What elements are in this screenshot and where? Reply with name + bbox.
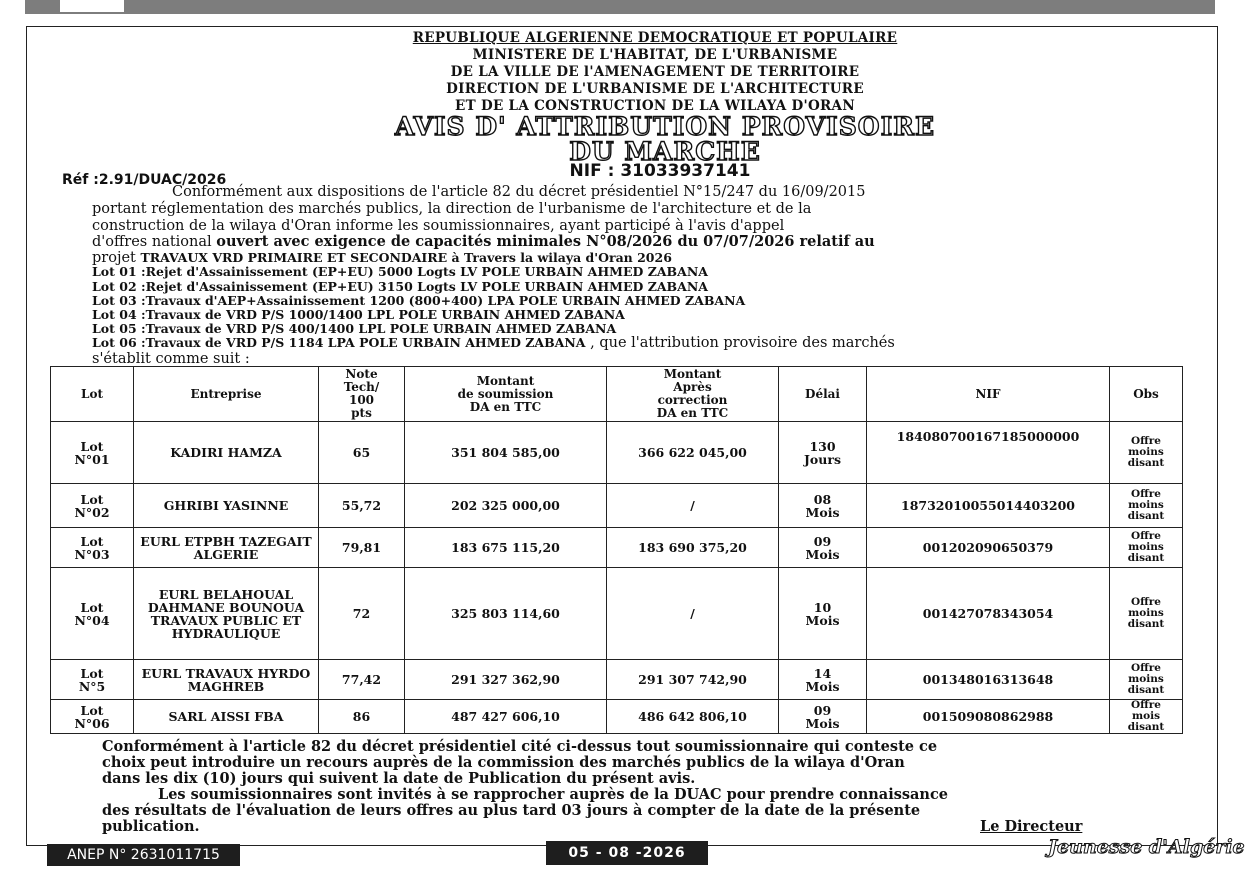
table-row xyxy=(51,528,1183,568)
table-header-row xyxy=(51,367,1183,422)
cell-nif: 187320100550144032​00 xyxy=(867,484,1110,528)
footer-line-2: choix peut introduire un recours auprès de la commission des marchés publics de la wilaya d'Oran xyxy=(102,754,905,771)
attribution-table xyxy=(50,366,1183,734)
header-direction: DIRECTION DE L'URBANISME DE L'ARCHITECTURE xyxy=(446,81,864,97)
cell-lot: Lot N°06 xyxy=(51,700,134,734)
cell-delai: 130 Jours xyxy=(779,422,867,484)
cell-apres: 183 690 375,20 xyxy=(607,528,779,568)
cell-montant: 325 803 114,60 xyxy=(405,568,607,660)
cell-nif: 001427078343054 xyxy=(867,568,1110,660)
cell-delai: 08 Mois xyxy=(779,484,867,528)
scan-top-gap xyxy=(60,0,124,12)
table-row xyxy=(51,700,1183,734)
intro-line-4a: d'offres national xyxy=(92,234,217,250)
cell-obs: Offre moins disant xyxy=(1110,528,1183,568)
cell-montant: 351 804 585,00 xyxy=(405,422,607,484)
anep-badge: ANEP N° 2631011715 xyxy=(47,844,240,866)
cell-entreprise: KADIRI HAMZA xyxy=(134,422,319,484)
lot-description: Lot 03 :Travaux d'AEP+Assainissement 1200 (800+400) LPA POLE URBAIN AHMED ZABANA xyxy=(92,293,746,308)
cell-lot: Lot N°01 xyxy=(51,422,134,484)
lot-description: Lot 02 :Rejet d'Assainissement (EP+EU) 3150 Logts LV POLE URBAIN AHMED ZABANA xyxy=(92,279,708,294)
cell-obs: Offre moins disant xyxy=(1110,484,1183,528)
col-delai: Délai xyxy=(779,367,867,422)
scan-top-band xyxy=(25,0,1215,14)
lot-6-text: Lot 06 :Travaux de VRD P/S 1184 LPA POLE URBAIN AHMED ZABANA xyxy=(92,335,586,350)
notice-title: AVIS D' ATTRIBUTION PROVISOIRE xyxy=(394,112,936,141)
intro-line-2: portant réglementation des marchés publics, la direction de l'urbanisme de l'architecture et de la xyxy=(92,201,812,217)
col-note: Note Tech/ 100 pts xyxy=(319,367,405,422)
cell-nif: 184080700167185000000 xyxy=(867,422,1110,484)
table-row xyxy=(51,568,1183,660)
cell-nif: 001509080862988 xyxy=(867,700,1110,734)
cell-apres: / xyxy=(607,568,779,660)
intro-line-1: Conformément aux dispositions de l'article 82 du décret présidentiel N°15/247 du 16/09/2015 xyxy=(172,184,866,200)
cell-lot: Lot N°5 xyxy=(51,660,134,700)
cell-lot: Lot N°04 xyxy=(51,568,134,660)
col-nif: NIF xyxy=(867,367,1110,422)
cell-delai: 09 Mois xyxy=(779,700,867,734)
cell-note: 86 xyxy=(319,700,405,734)
cell-nif: 001202090650379 xyxy=(867,528,1110,568)
col-obs: Obs xyxy=(1110,367,1183,422)
cell-delai: 09 Mois xyxy=(779,528,867,568)
intro-line-5a: projet xyxy=(92,250,141,266)
cell-nif: 001348016313648 xyxy=(867,660,1110,700)
header-direction-2: ET DE LA CONSTRUCTION DE LA WILAYA D'ORAN xyxy=(455,98,855,114)
col-montant-apres: Montant Après correction DA en TTC xyxy=(607,367,779,422)
cell-entreprise: EURL TRAVAUX HYRDO MAGHREB xyxy=(134,660,319,700)
col-montant: Montant de soumission DA en TTC xyxy=(405,367,607,422)
cell-delai: 14 Mois xyxy=(779,660,867,700)
publication-date: 05 - 08 -2026 xyxy=(546,841,708,865)
footer-line-6: publication. xyxy=(102,818,200,835)
reference-number: Réf :2.91/DUAC/2026 xyxy=(62,172,227,188)
cell-obs: Offre moins disant xyxy=(1110,422,1183,484)
intro-line-4 xyxy=(92,234,1172,250)
signature-director: Le Directeur xyxy=(980,818,1083,835)
cell-entreprise: EURL ETPBH TAZEGAIT ALGERIE xyxy=(134,528,319,568)
cell-montant: 487 427 606,10 xyxy=(405,700,607,734)
cell-entreprise: SARL AISSI FBA xyxy=(134,700,319,734)
cell-note: 72 xyxy=(319,568,405,660)
cell-obs: Offre mois disant xyxy=(1110,700,1183,734)
cell-lot: Lot N°02 xyxy=(51,484,134,528)
cell-entreprise: GHRIBI YASINNE xyxy=(134,484,319,528)
footer-line-1: Conformément à l'article 82 du décret présidentiel cité ci-dessus tout soumissionnaire qui conteste ce xyxy=(102,738,938,755)
cell-apres: 366 622 045,00 xyxy=(607,422,779,484)
notice-title-2: DU MARCHE xyxy=(569,137,761,166)
footer-line-4: Les soumissionnaires sont invités à se rapprocher auprès de la DUAC pour prendre connaissance xyxy=(158,786,949,803)
header-republic: REPUBLIQUE ALGERIENNE DEMOCRATIQUE ET POPULAIRE xyxy=(412,30,898,46)
cell-note: 77,42 xyxy=(319,660,405,700)
header-nif: NIF : 31033937141 xyxy=(569,161,751,181)
cell-lot: Lot N°03 xyxy=(51,528,134,568)
cell-note: 79,81 xyxy=(319,528,405,568)
col-entreprise: Entreprise xyxy=(134,367,319,422)
header-ministry: MINISTERE DE L'HABITAT, DE L'URBANISME xyxy=(472,47,838,63)
newspaper-logo: Jeunesse d'Algérie xyxy=(1048,836,1245,858)
cell-montant: 291 327 362,90 xyxy=(405,660,607,700)
cell-delai: 10 Mois xyxy=(779,568,867,660)
col-lot: Lot xyxy=(51,367,134,422)
header-ministry-2: DE LA VILLE DE l'AMENAGEMENT DE TERRITOIRE xyxy=(450,64,860,80)
cell-entreprise: EURL BELAHOUAL DAHMANE BOUNOUA TRAVAUX PUBLIC ET HYDRAULIQUE xyxy=(134,568,319,660)
table-row xyxy=(51,422,1183,484)
cell-note: 55,72 xyxy=(319,484,405,528)
footer-line-5: des résultats de l'évaluation de leurs offres au plus tard 03 jours à compter de la date de la présente xyxy=(102,802,921,819)
intro-end: s'établit comme suit : xyxy=(92,351,250,367)
cell-apres: 486 642 806,10 xyxy=(607,700,779,734)
cell-obs: Offre moins disant xyxy=(1110,660,1183,700)
cell-apres: / xyxy=(607,484,779,528)
intro-line-5b: TRAVAUX VRD PRIMAIRE ET SECONDAIRE à Travers la wilaya d'Oran 2026 xyxy=(140,250,672,265)
cell-obs: Offre moins disant xyxy=(1110,568,1183,660)
cell-montant: 183 675 115,20 xyxy=(405,528,607,568)
intro-line-4b: ouvert avec exigence de capacités minimales N°08/2026 du 07/07/2026 relatif au xyxy=(216,233,875,250)
footer-line-3: dans les dix (10) jours qui suivent la date de Publication du présent avis. xyxy=(102,770,696,787)
cell-note: 65 xyxy=(319,422,405,484)
intro-line-3: construction de la wilaya d'Oran informe les soumissionnaires, ayant participé à l'avis d'appel xyxy=(92,218,785,234)
cell-apres: 291 307 742,90 xyxy=(607,660,779,700)
lot-description: Lot 04 :Travaux de VRD P/S 1000/1400 LPL POLE URBAIN AHMED ZABANA xyxy=(92,307,625,322)
lot-description: Lot 01 :Rejet d'Assainissement (EP+EU) 5000 Logts LV POLE URBAIN AHMED ZABANA xyxy=(92,264,708,279)
cell-montant: 202 325 000,00 xyxy=(405,484,607,528)
lot-description-6 xyxy=(92,336,895,350)
lot-6-suffix: , que l'attribution provisoire des marchés xyxy=(585,335,895,351)
lot-description: Lot 05 :Travaux de VRD P/S 400/1400 LPL POLE URBAIN AHMED ZABANA xyxy=(92,321,617,336)
table-row xyxy=(51,660,1183,700)
table-row xyxy=(51,484,1183,528)
